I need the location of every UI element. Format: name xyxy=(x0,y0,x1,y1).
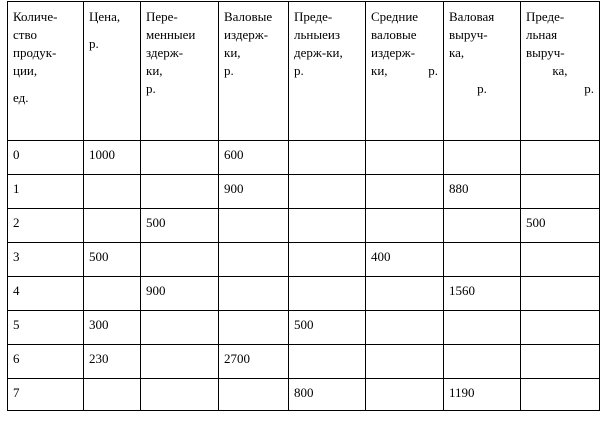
table-cell xyxy=(219,379,289,411)
table-cell xyxy=(141,141,219,175)
header-line: ки, xyxy=(224,45,241,60)
table-row xyxy=(8,311,600,345)
table-cell: 500 xyxy=(521,209,600,243)
header-line: р. xyxy=(584,81,594,96)
table-cell: 7 xyxy=(8,379,84,411)
table-cell xyxy=(289,243,366,277)
header-row xyxy=(8,2,600,141)
header-line: валовые xyxy=(371,27,417,42)
table-cell xyxy=(84,209,141,243)
table-cell xyxy=(219,277,289,311)
table-cell: 1000 xyxy=(84,141,141,175)
header-marginal-costs xyxy=(289,2,366,141)
table-cell xyxy=(289,277,366,311)
table-cell xyxy=(444,345,521,379)
header-price xyxy=(84,2,141,141)
table-cell: 2 xyxy=(8,209,84,243)
header-line: ка, xyxy=(449,45,465,60)
table-cell: 2700 xyxy=(219,345,289,379)
header-line: Пере- xyxy=(146,9,178,24)
table-cell: 800 xyxy=(289,379,366,411)
table-cell: 600 xyxy=(219,141,289,175)
table-cell: 6 xyxy=(8,345,84,379)
header-line: ции, xyxy=(13,63,38,78)
table-cell: 0 xyxy=(8,141,84,175)
header-line: Цена, xyxy=(89,9,121,24)
header-line: здерж- xyxy=(146,45,184,60)
table-cell: 5 xyxy=(8,311,84,345)
header-line: р. xyxy=(224,63,234,78)
table-cell: 1560 xyxy=(444,277,521,311)
table-cell xyxy=(366,141,444,175)
table-cell: 500 xyxy=(84,243,141,277)
header-line: ед. xyxy=(13,90,29,105)
table-cell: 500 xyxy=(289,311,366,345)
header-line: р. xyxy=(294,63,304,78)
header-line: р. xyxy=(146,81,156,96)
table-cell xyxy=(521,141,600,175)
header-gross-revenue xyxy=(444,2,521,141)
header-line: Валовые xyxy=(224,9,273,24)
table-row xyxy=(8,379,600,411)
production-cost-table xyxy=(7,1,600,411)
table-cell xyxy=(366,209,444,243)
table-cell: 1 xyxy=(8,175,84,209)
table-cell xyxy=(366,175,444,209)
header-marginal-revenue xyxy=(521,2,600,141)
table-cell xyxy=(521,311,600,345)
table-cell xyxy=(289,175,366,209)
header-gross-costs xyxy=(219,2,289,141)
table-row xyxy=(8,277,600,311)
table-cell xyxy=(444,311,521,345)
header-line: р. xyxy=(89,36,99,51)
table-cell xyxy=(366,379,444,411)
table-cell xyxy=(366,345,444,379)
table-cell xyxy=(84,379,141,411)
header-line-split xyxy=(371,62,438,80)
header-line: льная xyxy=(526,27,558,42)
header-line: продук- xyxy=(13,45,57,60)
header-line: ка, xyxy=(552,63,568,78)
table-cell xyxy=(141,379,219,411)
header-line: держ-ки, xyxy=(294,45,343,60)
header-line: Количе- xyxy=(13,9,58,24)
table-cell xyxy=(289,209,366,243)
table-cell xyxy=(141,311,219,345)
table-cell: 3 xyxy=(8,243,84,277)
table-cell: 880 xyxy=(444,175,521,209)
header-line: издерж- xyxy=(371,45,416,60)
header-line: р. xyxy=(477,81,487,96)
table-cell xyxy=(84,277,141,311)
header-line: ки, xyxy=(371,63,388,78)
table-cell xyxy=(366,311,444,345)
table-row xyxy=(8,141,600,175)
header-line: ство xyxy=(13,27,38,42)
table-cell xyxy=(444,209,521,243)
table-cell xyxy=(219,209,289,243)
table-row xyxy=(8,175,600,209)
header-quantity xyxy=(8,2,84,141)
header-line: ки, xyxy=(146,63,163,78)
table-cell xyxy=(521,243,600,277)
table-cell xyxy=(521,379,600,411)
table-container xyxy=(7,1,600,411)
table-cell: 300 xyxy=(84,311,141,345)
table-cell xyxy=(219,311,289,345)
table-cell xyxy=(289,345,366,379)
table-cell xyxy=(141,243,219,277)
table-cell: 230 xyxy=(84,345,141,379)
table-cell: 4 xyxy=(8,277,84,311)
table-row xyxy=(8,345,600,379)
header-line: издерж- xyxy=(224,27,269,42)
table-cell xyxy=(141,175,219,209)
table-cell: 1190 xyxy=(444,379,521,411)
header-line: Средние xyxy=(371,9,419,24)
header-line: Преде- xyxy=(526,9,565,24)
table-cell: 400 xyxy=(366,243,444,277)
header-line: выруч- xyxy=(449,27,488,42)
table-row xyxy=(8,243,600,277)
table-cell: 500 xyxy=(141,209,219,243)
table-cell xyxy=(366,277,444,311)
header-line: льныеиз xyxy=(294,27,340,42)
header-line: выруч- xyxy=(526,45,565,60)
header-line: р. xyxy=(428,63,438,78)
table-cell xyxy=(521,175,600,209)
header-line: менныеи xyxy=(146,27,196,42)
table-cell xyxy=(84,175,141,209)
header-line: Преде- xyxy=(294,9,333,24)
table-cell: 900 xyxy=(141,277,219,311)
table-cell xyxy=(444,141,521,175)
table-cell xyxy=(219,243,289,277)
table-cell xyxy=(141,345,219,379)
table-cell xyxy=(444,243,521,277)
header-line: Валовая xyxy=(449,9,495,24)
table-cell xyxy=(521,277,600,311)
header-average-gross-costs xyxy=(366,2,444,141)
table-cell xyxy=(289,141,366,175)
header-variable-costs xyxy=(141,2,219,141)
table-cell xyxy=(521,345,600,379)
table-row xyxy=(8,209,600,243)
table-cell: 900 xyxy=(219,175,289,209)
